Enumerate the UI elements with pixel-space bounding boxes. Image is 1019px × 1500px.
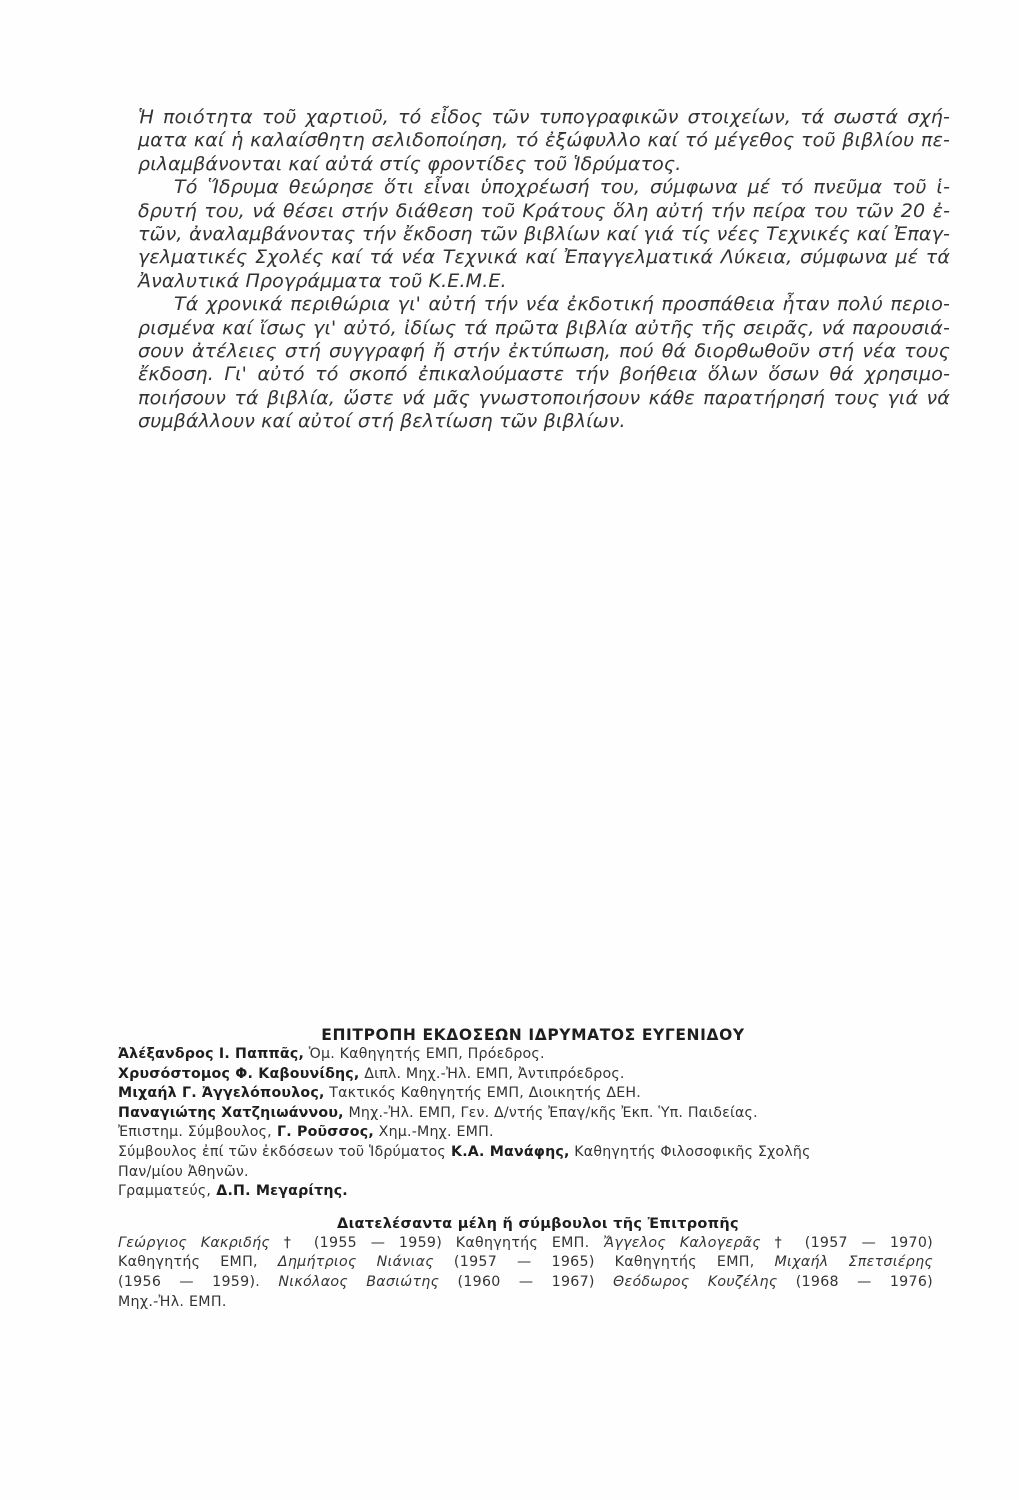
foreword-text [138, 106, 950, 434]
member-role: Καθηγητής Φιλοσοφικῆς Σχολῆς [569, 1143, 811, 1160]
member-name: Γ. Ροῦσσος, [271, 1124, 374, 1141]
former-member-name: Θεόδωρος Κουζέλης [613, 1273, 778, 1290]
prose-line: ποιήσουν τά βιβλία, ὥστε νά μᾶς γνωστοποιήσουν κάθε παρατήρησή τους γιά νά [138, 386, 950, 409]
committee-member-continued: Παν/μίου Ἀθηνῶν. [118, 1163, 249, 1180]
member-role: Ἐπιστημ. Σύμβουλος, [118, 1124, 272, 1141]
member-name: Χρυσόστομος Φ. Καβουνίδης, [118, 1065, 360, 1082]
former-member-info: Καθηγητής ΕΜΠ, [118, 1254, 278, 1271]
prose-line: Τά χρονικά περιθώρια γι' αὐτή τήν νέα ἐκδοτική προσπάθεια ἦταν πολύ περιο- [174, 293, 950, 316]
prose-line: συμβάλλουν καί αὐτοί στή βελτίωση τῶν βιβλίων. [138, 410, 626, 433]
prose-line: δρυτή του, νά θέσει στήν διάθεση τοῦ Κράτους ὅλη αὐτή τήν πείρα του τῶν 20 ἐ- [138, 199, 950, 222]
member-role: Μηχ.-Ἠλ. ΕΜΠ, Γεν. Δ/ντής Ἐπαγ/κῆς Ἐκπ. Ὑπ. Παιδείας. [343, 1104, 758, 1121]
prose-line: ματα καί ἡ καλαίσθητη σελιδοποίηση, τό ἐξώφυλλο καί τό μέγεθος τοῦ βιβλίου πε- [138, 129, 950, 152]
prose-line: ἔκδοση. Γι' αὐτό τό σκοπό ἐπικαλούμαστε τήν βοήθεια ὅλων ὅσων θά χρησιμο- [138, 363, 950, 386]
member-name: Μιχαήλ Γ. Ἀγγελόπουλος, [118, 1085, 325, 1102]
former-member-info: (1968 — 1976) [777, 1273, 933, 1290]
committee-member [118, 1182, 928, 1202]
member-role: Τακτικός Καθηγητής ΕΜΠ, Διοικητής ΔΕΗ. [324, 1085, 641, 1102]
member-role: Χημ.-Μηχ. ΕΜΠ. [373, 1124, 494, 1141]
prose-line: ριλαμβάνονται καί αὐτά στίς φροντίδες τοῦ Ἱδρύματος. [138, 152, 682, 175]
prose-line: γελματικές Σχολές καί τά νέα Τεχνικά καί Ἐπαγγελματικά Λύκεια, σύμφωνα μέ τά [138, 246, 950, 269]
committee-member [118, 1045, 928, 1065]
former-members-line [118, 1234, 933, 1254]
prose-line: Ἡ ποιότητα τοῦ χαρτιοῦ, τό εἶδος τῶν τυπογραφικῶν στοιχείων, τά σωστά σχή- [138, 106, 950, 128]
committee-member [118, 1123, 928, 1143]
former-members-line [118, 1273, 933, 1293]
committee-member [118, 1104, 928, 1124]
member-role: Ὁμ. Καθηγητής ΕΜΠ, Πρόεδρος. [304, 1046, 545, 1062]
committee-title: ΕΠΙΤΡΟΠΗ ΕΚΔΟΣΕΩΝ ΙΔΡΥΜΑΤΟΣ ΕΥΓΕΝΙΔΟΥ [321, 1026, 745, 1044]
committee-member [118, 1143, 928, 1163]
prose-line: Τό Ἵδρυμα θεώρησε ὅτι εἶναι ὑποχρέωσή του, σύμφωνα μέ τό πνεῦμα τοῦ ἱ- [174, 176, 950, 199]
former-member-name: Μιχαήλ Σπετσιέρης [774, 1254, 933, 1271]
former-member-name: Ἄγγελος Καλογερᾶς [603, 1234, 761, 1251]
former-members-line [118, 1253, 933, 1273]
former-member-info: (1960 — 1967) [439, 1273, 614, 1290]
prose-line: Ἀναλυτικά Προγράμματα τοῦ Κ.Ε.Μ.Ε. [138, 269, 507, 292]
former-members-line: Μηχ.-Ἠλ. ΕΜΠ. [118, 1293, 227, 1310]
former-member-info: † (1955 — 1959) Καθηγητής ΕΜΠ. [270, 1234, 604, 1251]
former-member-name: Δημήτριος Νιάνιας [277, 1254, 434, 1271]
prose-line: σουν ἀτέλειες στή συγγραφή ἤ στήν ἐκτύπωση, πού θά διορθωθοῦν στή νέα τους [138, 340, 950, 363]
former-member-name: Γεώργιος Κακριδής [118, 1234, 271, 1251]
committee-member [118, 1084, 928, 1104]
member-role: Σύμβουλος ἐπί τῶν ἐκδόσεων τοῦ Ἱδρύματος [118, 1143, 446, 1160]
prose-line: τῶν, ἀναλαμβάνοντας τήν ἔκδοση τῶν βιβλίων καί γιά τίς νέες Τεχνικές καί Ἐπαγ- [138, 223, 950, 246]
former-member-info: (1956 — 1959). [118, 1273, 279, 1290]
member-role: Διπλ. Μηχ.-Ἠλ. ΕΜΠ, Ἀντιπρόεδρος. [359, 1065, 625, 1082]
prose-line: ρισμένα καί ἴσως γι' αὐτό, ἰδίως τά πρῶτα βιβλία αὐτῆς τῆς σειρᾶς, νά παρουσιά- [138, 316, 950, 339]
member-role: Γραμματεύς, [118, 1183, 212, 1200]
former-member-name: Νικόλαος Βασιώτης [278, 1273, 440, 1290]
member-name: Δ.Π. Μεγαρίτης. [211, 1183, 348, 1200]
former-members-title: Διατελέσαντα μέλη ἤ σύμβουλοι τῆς Ἐπιτροπῆς [337, 1215, 739, 1232]
committee-member [118, 1065, 928, 1085]
former-member-info: † (1957 — 1970) [760, 1234, 933, 1251]
publications-committee [118, 1025, 933, 1312]
member-name: Κ.Α. Μανάφης, [445, 1143, 570, 1160]
former-member-info: (1957 — 1965) Καθηγητής ΕΜΠ, [433, 1254, 775, 1271]
member-name: Παναγιώτης Χατζηιωάννου, [118, 1104, 344, 1121]
member-name: Ἀλέξανδρος Ι. Παππᾶς, [118, 1046, 305, 1062]
